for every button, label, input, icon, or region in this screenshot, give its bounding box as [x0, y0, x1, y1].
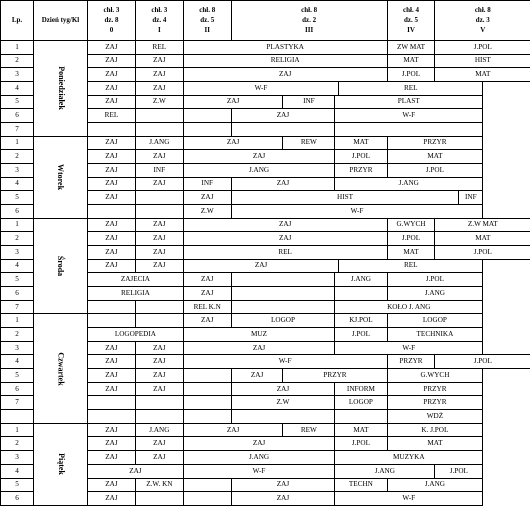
lesson-cell: G.WYCH [387, 369, 483, 383]
empty-cell [135, 123, 183, 137]
lesson-cell: Z.W [135, 95, 183, 109]
lesson-cell: REL [339, 82, 483, 96]
lesson-cell: ZAJ [88, 136, 136, 150]
empty-cell [335, 123, 483, 137]
empty-cell [135, 410, 183, 424]
lesson-cell: INF [183, 177, 231, 191]
lesson-number: 3 [1, 341, 34, 355]
lesson-number: 3 [1, 451, 34, 465]
lesson-cell: ZAJ [88, 177, 136, 191]
lesson-cell: G.WYCH [387, 218, 435, 232]
lesson-cell: KJ.POL [335, 314, 387, 328]
lesson-cell: MAT [335, 423, 387, 437]
lesson-cell: RELIGIA [183, 54, 387, 68]
empty-cell [135, 191, 183, 205]
table-row [1, 136, 530, 150]
header-class-4: chł. 4 dz. 5 IV [387, 1, 435, 41]
lesson-cell: Z.W MAT [435, 218, 530, 232]
day-label [34, 218, 88, 314]
header-row [1, 1, 530, 41]
lesson-number: 5 [1, 478, 34, 492]
lesson-number: 4 [1, 177, 34, 191]
lesson-cell: PLASTYKA [183, 41, 387, 55]
lesson-cell: ZAJ [183, 68, 387, 82]
lesson-number: 6 [1, 205, 34, 219]
lesson-cell: J.ANG [387, 287, 483, 301]
lesson-number: 3 [1, 246, 34, 260]
lesson-cell: J.POL [435, 464, 483, 478]
lesson-cell: ZAJ [88, 423, 136, 437]
empty-cell [88, 205, 136, 219]
lesson-cell: ZAJ [88, 232, 136, 246]
empty-cell [135, 109, 183, 123]
lesson-cell: MAT [387, 54, 435, 68]
lesson-cell: ZAJ [231, 492, 335, 506]
lesson-number: 6 [1, 492, 34, 506]
lesson-cell: WDŻ [387, 410, 483, 424]
empty-cell [183, 410, 231, 424]
day-name: Środa [56, 255, 66, 277]
lesson-cell: MAT [435, 232, 530, 246]
lesson-cell: MAT [387, 246, 435, 260]
lesson-number: 2 [1, 54, 34, 68]
lesson-number: 3 [1, 164, 34, 178]
lesson-cell: J.ANG [135, 136, 183, 150]
empty-cell [183, 492, 231, 506]
lesson-cell: W-F [335, 109, 483, 123]
header-class-3: chł. 8 dz. 2 III [231, 1, 387, 41]
empty-cell [231, 410, 335, 424]
lesson-cell: ZAJ [183, 191, 231, 205]
lesson-cell: W-F [335, 492, 483, 506]
lesson-cell: REL [88, 109, 136, 123]
lesson-cell: LOGOP [387, 314, 483, 328]
lesson-number [1, 410, 34, 424]
empty-cell [183, 109, 231, 123]
lesson-cell: ZAJ [88, 54, 136, 68]
lesson-cell: ZAJ [135, 82, 183, 96]
empty-cell [135, 300, 183, 314]
lesson-cell: ZAJ [231, 177, 335, 191]
lesson-cell: ZAJ [88, 150, 136, 164]
day-label [34, 41, 88, 137]
lesson-cell: ZAJ [88, 191, 136, 205]
lesson-cell: J.POL [435, 246, 530, 260]
empty-cell [231, 273, 335, 287]
day-name: Poniedziałek [56, 66, 66, 111]
lesson-cell: ZAJ [135, 382, 183, 396]
lesson-cell: ZAJ [88, 478, 136, 492]
lesson-cell: INF [459, 191, 483, 205]
lesson-cell: ZAJ [231, 369, 283, 383]
lesson-cell: J.ANG [335, 464, 435, 478]
lesson-cell: MAT [387, 437, 483, 451]
lesson-cell: TECHNIKA [387, 328, 483, 342]
lesson-number: 5 [1, 95, 34, 109]
lesson-cell: ZAJ [183, 136, 283, 150]
lesson-cell: ZAJ [135, 218, 183, 232]
lesson-cell: ZAJ [135, 177, 183, 191]
header-class-1: chł. 3 dz. 4 I [135, 1, 183, 41]
day-label [34, 314, 88, 423]
lesson-cell: ZAJ [183, 150, 334, 164]
lesson-cell: TECHN [335, 478, 387, 492]
lesson-number: 2 [1, 328, 34, 342]
lesson-cell: MUZYKA [335, 451, 483, 465]
lesson-cell: ZAJ [135, 355, 183, 369]
header-day: Dzień tyg/Kl [34, 1, 88, 41]
lesson-cell: ZAJ [88, 95, 136, 109]
lesson-number: 4 [1, 464, 34, 478]
empty-cell [135, 492, 183, 506]
table-row [1, 314, 530, 328]
empty-cell [135, 205, 183, 219]
lesson-number: 7 [1, 300, 34, 314]
empty-cell [88, 300, 136, 314]
lesson-number: 5 [1, 273, 34, 287]
lesson-cell: INF [283, 95, 335, 109]
lesson-cell: ZAJ [88, 437, 136, 451]
empty-cell [183, 396, 231, 410]
lesson-cell: ZAJ [183, 218, 387, 232]
lesson-cell: J.POL [387, 232, 435, 246]
lesson-cell: K. J.POL [387, 423, 483, 437]
lesson-number: 6 [1, 382, 34, 396]
lesson-cell: ZAJ [135, 369, 183, 383]
lesson-cell: ZAJ [135, 150, 183, 164]
lesson-cell: J.ANG [335, 177, 483, 191]
empty-cell [88, 396, 136, 410]
table-row [1, 423, 530, 437]
lesson-cell: ZAJ [135, 437, 183, 451]
lesson-number: 7 [1, 123, 34, 137]
lesson-cell: W-F [231, 205, 483, 219]
lesson-cell: ZAJ [135, 68, 183, 82]
empty-cell [88, 123, 136, 137]
lesson-cell: MAT [435, 68, 530, 82]
lesson-cell: J.POL [387, 273, 483, 287]
lesson-cell: ZAJ [88, 41, 136, 55]
header-class-2: chł. 8 dz. 5 II [183, 1, 231, 41]
lesson-number: 1 [1, 136, 34, 150]
empty-cell [183, 382, 231, 396]
empty-cell [135, 314, 183, 328]
lesson-number: 2 [1, 437, 34, 451]
lesson-cell: LOGOP [335, 396, 387, 410]
lesson-cell: PRZYR [335, 164, 387, 178]
lesson-cell: ZAJ [88, 492, 136, 506]
lesson-cell: ZAJ [231, 478, 335, 492]
empty-cell [231, 123, 335, 137]
lesson-cell: ZAJ [88, 164, 136, 178]
lesson-cell: ZAJ [88, 369, 136, 383]
lesson-cell: RELIGIA [88, 287, 184, 301]
lesson-cell: REL [183, 246, 387, 260]
table-row [1, 218, 530, 232]
day-name: Czwartek [56, 351, 66, 386]
header-class-0: chł. 3 dz. 8 0 [88, 1, 136, 41]
lesson-number: 4 [1, 355, 34, 369]
lesson-cell: W-F [183, 355, 387, 369]
lesson-cell: ZAJ [183, 95, 283, 109]
empty-cell [335, 287, 387, 301]
empty-cell [183, 478, 231, 492]
lesson-number: 6 [1, 109, 34, 123]
lesson-cell: PRZYR [387, 396, 483, 410]
lesson-number: 1 [1, 41, 34, 55]
lesson-cell: HIST [435, 54, 530, 68]
lesson-number: 6 [1, 287, 34, 301]
lesson-cell: J.ANG [183, 164, 334, 178]
lesson-cell: ZAJ [88, 355, 136, 369]
lesson-cell: Z.W. KN [135, 478, 183, 492]
lesson-cell: W-F [183, 464, 334, 478]
lesson-cell: INF [135, 164, 183, 178]
lesson-cell: REW [283, 136, 335, 150]
lesson-number: 5 [1, 369, 34, 383]
lesson-cell: J.ANG [387, 478, 483, 492]
lesson-cell: ZAJ [183, 437, 334, 451]
lesson-cell: ZAJ [231, 382, 335, 396]
lesson-cell: ZAJECIA [88, 273, 184, 287]
lesson-cell: ZAJ [88, 341, 136, 355]
lesson-number: 1 [1, 423, 34, 437]
lesson-cell: ZAJ [88, 259, 136, 273]
lesson-cell: ZAJ [135, 259, 183, 273]
lesson-number: 4 [1, 259, 34, 273]
lesson-cell: ZW MAT [387, 41, 435, 55]
lesson-cell: J.POL [387, 164, 483, 178]
empty-cell [183, 123, 231, 137]
lesson-cell: ZAJ [88, 82, 136, 96]
lesson-cell: Z.W [231, 396, 335, 410]
lesson-cell: J.ANG [335, 273, 387, 287]
lesson-cell: REW [283, 423, 335, 437]
empty-cell [335, 410, 387, 424]
lesson-cell: MAT [387, 150, 483, 164]
lesson-cell: W-F [183, 82, 338, 96]
lesson-cell: ZAJ [183, 287, 231, 301]
lesson-cell: ZAJ [135, 451, 183, 465]
lesson-cell: J.POL [335, 328, 387, 342]
lesson-cell: REL [135, 41, 183, 55]
lesson-number: 3 [1, 68, 34, 82]
lesson-cell: INFORM [335, 382, 387, 396]
lesson-cell: LOGOPEDIA [88, 328, 184, 342]
lesson-cell: PRZYR [387, 355, 435, 369]
lesson-cell: ZAJ [88, 464, 184, 478]
lesson-cell: ZAJ [183, 314, 231, 328]
lesson-cell: REL K.N [183, 300, 231, 314]
day-name: Piątek [56, 453, 66, 476]
lesson-cell: ZAJ [135, 246, 183, 260]
lesson-cell: HIST [231, 191, 459, 205]
day-label [34, 136, 88, 218]
lesson-number: 7 [1, 396, 34, 410]
lesson-cell: W-F [335, 341, 483, 355]
lesson-cell: LOGOP [231, 314, 335, 328]
empty-cell [88, 410, 136, 424]
lesson-cell: ZAJ [183, 273, 231, 287]
empty-cell [231, 287, 335, 301]
empty-cell [183, 369, 231, 383]
empty-cell [231, 300, 335, 314]
lesson-cell: J.POL [435, 41, 530, 55]
lesson-cell: ZAJ [231, 109, 335, 123]
lesson-cell: Z.W [183, 205, 231, 219]
lesson-cell: J.POL [435, 355, 530, 369]
day-label [34, 423, 88, 505]
lesson-cell: ZAJ [135, 232, 183, 246]
lesson-number: 2 [1, 232, 34, 246]
lesson-cell: J.POL [335, 150, 387, 164]
lesson-cell: ZAJ [88, 68, 136, 82]
day-name: Wtorek [56, 164, 66, 191]
lesson-cell: J.POL [335, 437, 387, 451]
lesson-number: 1 [1, 218, 34, 232]
empty-cell [135, 396, 183, 410]
header-class-5: chł. 8 dz. 3 V [435, 1, 530, 41]
lesson-cell: J.POL [387, 68, 435, 82]
lesson-cell: ZAJ [183, 232, 387, 246]
table-row [1, 41, 530, 55]
lesson-cell: ZAJ [88, 382, 136, 396]
lesson-cell: PRZYR [283, 369, 387, 383]
lesson-cell: PRZYR [387, 136, 483, 150]
header-lp: Lp. [1, 1, 34, 41]
lesson-cell: J.ANG [183, 451, 334, 465]
lesson-cell: MAT [335, 136, 387, 150]
lesson-cell: ZAJ [88, 218, 136, 232]
lesson-cell: ZAJ [88, 246, 136, 260]
lesson-cell: ZAJ [183, 423, 283, 437]
lesson-number: 4 [1, 82, 34, 96]
lesson-cell: MUZ [183, 328, 334, 342]
lesson-cell: ZAJ [183, 341, 334, 355]
lesson-cell: KOŁO J. ANG [335, 300, 483, 314]
lesson-cell: PLAST [335, 95, 483, 109]
lesson-number: 2 [1, 150, 34, 164]
lesson-cell: REL [339, 259, 483, 273]
lesson-number: 1 [1, 314, 34, 328]
lesson-cell: ZAJ [135, 341, 183, 355]
lesson-cell: PRZYR [387, 382, 483, 396]
lesson-cell: ZAJ [88, 451, 136, 465]
lesson-cell: J.ANG [135, 423, 183, 437]
lesson-cell: ZAJ [183, 259, 338, 273]
lesson-cell: ZAJ [135, 54, 183, 68]
lesson-number: 5 [1, 191, 34, 205]
empty-cell [88, 314, 136, 328]
